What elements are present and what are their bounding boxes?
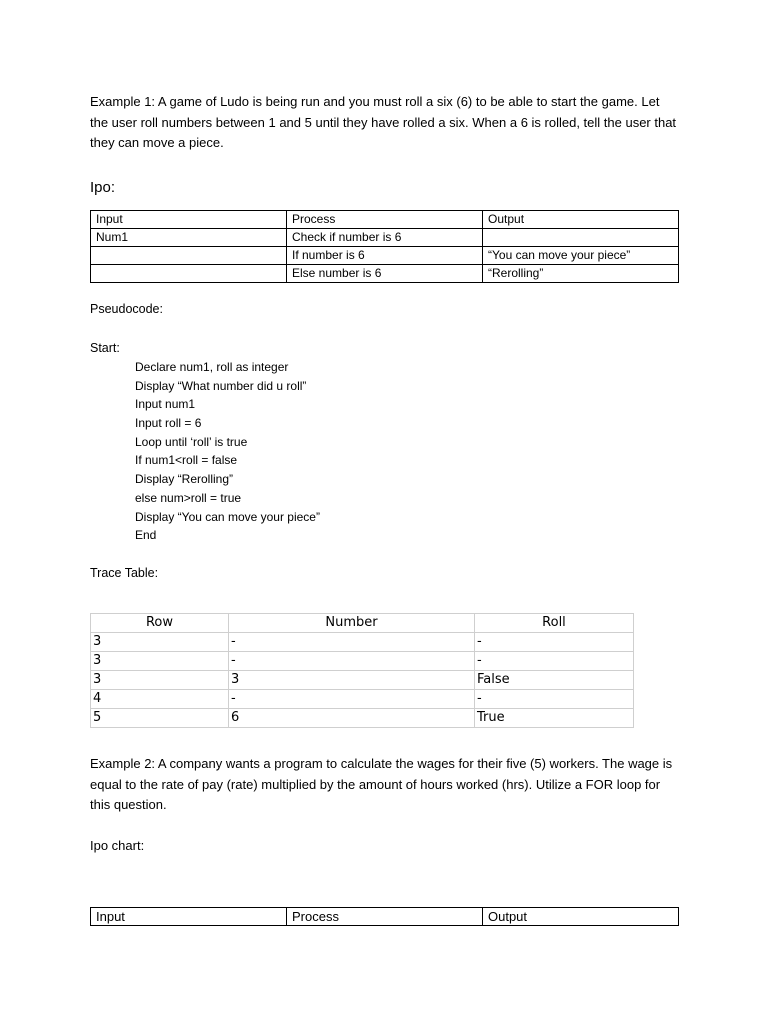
table-cell: False	[475, 671, 634, 690]
table-cell: If number is 6	[287, 247, 483, 265]
ipo-chart-heading: Ipo chart:	[90, 838, 145, 853]
table-cell: -	[475, 652, 634, 671]
ipo-chart-table	[90, 907, 679, 926]
table-cell: 5	[91, 709, 229, 728]
pseudocode-block	[135, 358, 320, 545]
pseudocode-line: If num1<roll = false	[135, 453, 238, 468]
header-input: Input	[91, 211, 287, 229]
pseudocode-line: Declare num1, roll as integer	[135, 360, 289, 374]
table-header-row	[91, 908, 679, 926]
table-row	[91, 671, 634, 690]
pseudocode-line: Display “Rerolling”	[135, 472, 234, 487]
table-cell	[91, 247, 287, 265]
table-row	[91, 229, 679, 247]
table-cell: -	[475, 633, 634, 652]
header-number: Number	[229, 614, 475, 633]
pseudocode-line: Display “What number did u roll”	[135, 378, 307, 393]
table-cell: Else number is 6	[287, 265, 483, 283]
table-cell: -	[229, 633, 475, 652]
pseudocode-line: Display “You can move your piece”	[135, 509, 320, 524]
table-row	[91, 247, 679, 265]
table-cell	[91, 265, 287, 283]
table-cell: “Rerolling”	[483, 265, 679, 283]
table-cell: True	[475, 709, 634, 728]
table-cell: 3	[91, 671, 229, 690]
header-process: Process	[287, 908, 483, 926]
pseudocode-line: Input roll = 6	[135, 416, 202, 431]
table-cell: 6	[229, 709, 475, 728]
table-cell: 3	[229, 671, 475, 690]
example2-text: Example 2: A company wants a program to calculate the wages for their five (5) workers. The wage is equal to the rate of pay (rate) multiplied by the amount of hours worked (hrs). Utilize a FOR loop for this question.	[90, 756, 673, 812]
header-row: Row	[91, 614, 229, 633]
header-input: Input	[91, 908, 287, 926]
table-row	[91, 690, 634, 709]
pseudocode-heading: Pseudocode:	[90, 302, 163, 316]
table-row	[91, 709, 634, 728]
ipo-table	[90, 210, 679, 283]
start-label: Start:	[90, 341, 120, 355]
table-cell: -	[229, 690, 475, 709]
table-cell	[483, 229, 679, 247]
header-roll: Roll	[475, 614, 634, 633]
table-cell: Check if number is 6	[287, 229, 483, 247]
table-cell: -	[475, 690, 634, 709]
table-cell: 3	[91, 633, 229, 652]
table-cell: -	[229, 652, 475, 671]
pseudocode-line: else num>roll = true	[135, 490, 242, 505]
table-cell: 3	[91, 652, 229, 671]
example1-text: Example 1: A game of Ludo is being run and you must roll a six (6) to be able to start the game. Let the user roll numbers between 1 and 5 until they have rolled a six. When a 6 is rolled, tell the user that they can move a piece.	[90, 94, 677, 150]
trace-table-heading: Trace Table:	[90, 566, 159, 580]
pseudocode-line: End	[135, 528, 157, 543]
header-output: Output	[483, 908, 679, 926]
pseudocode-line: Input num1	[135, 397, 196, 412]
trace-table	[90, 613, 634, 728]
table-header-row	[91, 614, 634, 633]
table-cell: “You can move your piece”	[483, 247, 679, 265]
ipo-heading: Ipo:	[90, 179, 116, 196]
table-row	[91, 633, 634, 652]
table-cell: Num1	[91, 229, 287, 247]
header-output: Output	[483, 211, 679, 229]
table-row	[91, 265, 679, 283]
table-header-row	[91, 211, 679, 229]
header-process: Process	[287, 211, 483, 229]
table-cell: 4	[91, 690, 229, 709]
pseudocode-line: Loop until ‘roll’ is true	[135, 434, 248, 449]
table-row	[91, 652, 634, 671]
